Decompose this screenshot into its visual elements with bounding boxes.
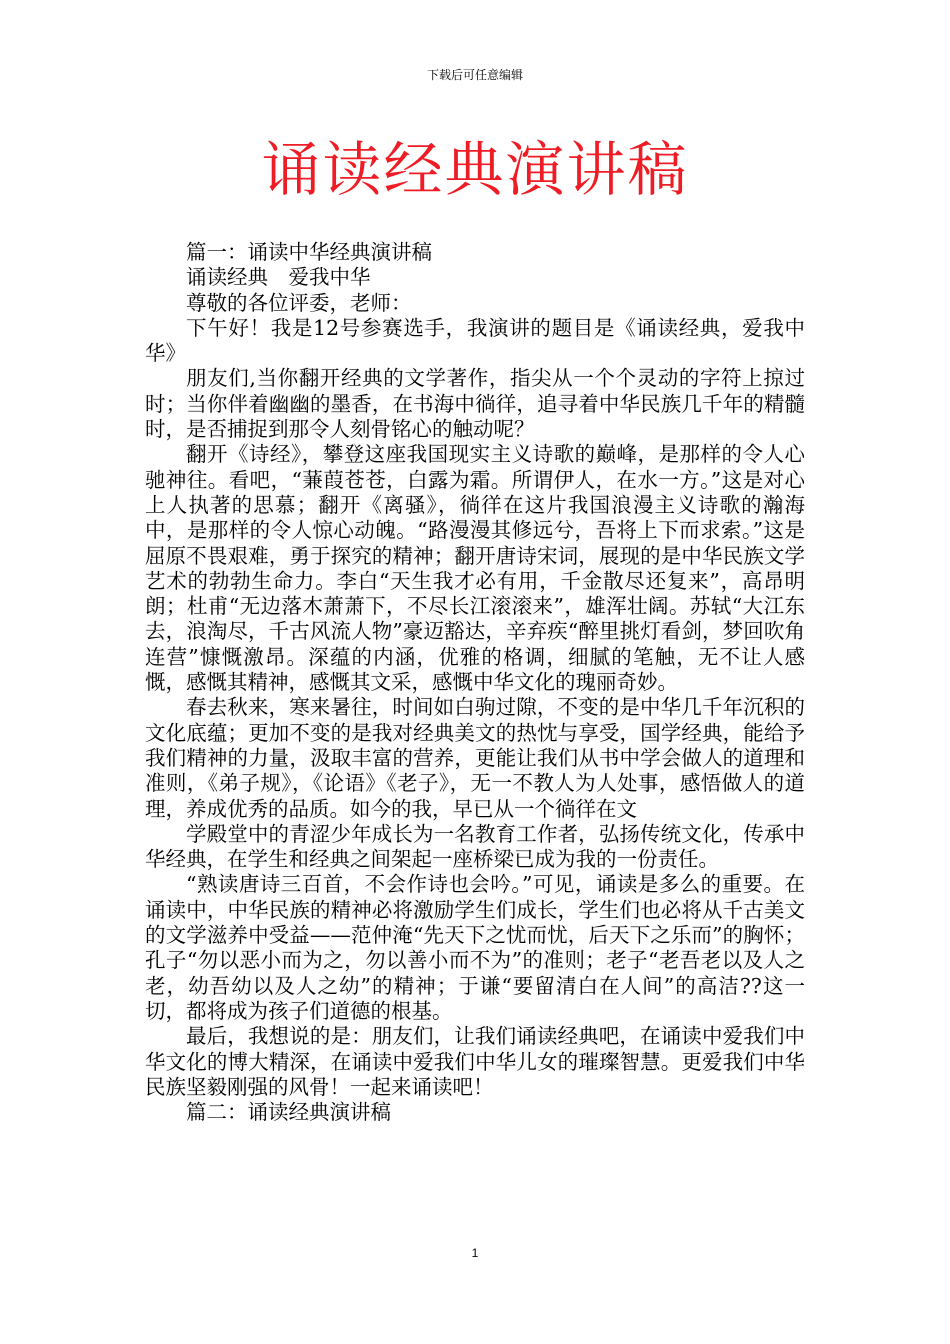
section-heading-2: 篇二：诵读经典演讲稿 bbox=[186, 1100, 391, 1125]
paragraph: “熟读唐诗三百首，不会作诗也会吟。”可见，诵读是多么的重要。在诵读中，中华民族的精神必将激励学生们成长，学生们也必将从千古美文的文学滋养中受益——范仲淹“先天下之忧而忧，后天下之乐而”的胸怀；孔子“勿以恶小而为之，勿以善小而不为”的准则；老子“老吾老以及人之老，幼吾幼以及人之幼”的精神；于谦“要留清白在人间”的高洁??这一切，都将成为孩子们道德的根基。 bbox=[145, 872, 805, 1023]
salutation: 尊敬的各位评委，老师： bbox=[186, 290, 412, 315]
header-note: 下载后可任意编辑 bbox=[426, 68, 523, 82]
paragraph: 朋友们,当你翻开经典的文学著作，指尖从一个个灵动的字符上掠过时；当你伴着幽幽的墨香，在书海中徜徉，追寻着中华民族几千年的精髓时，是否捕捉到那令人刻骨铭心的触动呢？ bbox=[145, 366, 805, 442]
document-title: 诵读经典演讲稿 bbox=[261, 135, 689, 204]
paragraph: 下午好！我是12号参赛选手，我演讲的题目是《诵读经典，爱我中华》 bbox=[145, 315, 805, 366]
section-heading-1: 篇一：诵读中华经典演讲稿 bbox=[186, 240, 432, 264]
paragraph: 翻开《诗经》，攀登这座我国现实主义诗歌的巅峰，是那样的令人心驰神往。看吧，“蒹葭苍苍，白露为霜。所谓伊人，在水一方。”这是对心上人执著的思慕；翻开《离骚》，徜徉在这片我国浪漫主义诗歌的瀚海中，是那样的令人惊心动魄。“路漫漫其修远兮，吾将上下而求索。”这是屈原不畏艰难，勇于探究的精神；翻开唐诗宋词，展现的是中华民族文学艺术的勃勃生命力。李白“天生我才必有用，千金散尽还复来”，高昂明朗；杜甫“无边落木萧萧下，不尽长江滚滚来”，雄浑壮阔。苏轼“大江东去，浪淘尽，千古风流人物”豪迈豁达，辛弃疾“醉里挑灯看剑，梦回吹角连营”慷慨激昂。深蕴的内涵，优雅的格调，细腻的笔触，无不让人感慨，感慨其精神，感慨其文采，感慨中华文化的瑰丽奇妙。 bbox=[145, 442, 805, 695]
speech-subtitle: 诵读经典 爱我中华 bbox=[186, 265, 371, 290]
paragraph: 最后，我想说的是：朋友们，让我们诵读经典吧，在诵读中爱我们中华文化的博大精深，在诵读中爱我们中华儿女的璀璨智慧。更爱我们中华民族坚毅刚强的风骨！一起来诵读吧！ bbox=[145, 1024, 805, 1099]
document-body bbox=[145, 240, 805, 1125]
page-number: 1 bbox=[471, 1246, 479, 1260]
paragraph: 学殿堂中的青涩少年成长为一名教育工作者，弘扬传统文化，传承中华经典，在学生和经典之间架起一座桥梁已成为我的一份责任。 bbox=[145, 821, 805, 872]
paragraph: 春去秋来，寒来暑往，时间如白驹过隙，不变的是中华几千年沉积的文化底蕴；更加不变的是我对经典美文的热忱与享受，国学经典，能给予我们精神的力量，汲取丰富的营养，更能让我们从书中学会做人的道理和准则，《弟子规》，《论语》《老子》，无一不教人为人处事，感悟做人的道理，养成优秀的品质。如今的我，早已从一个徜徉在文 bbox=[145, 695, 805, 821]
